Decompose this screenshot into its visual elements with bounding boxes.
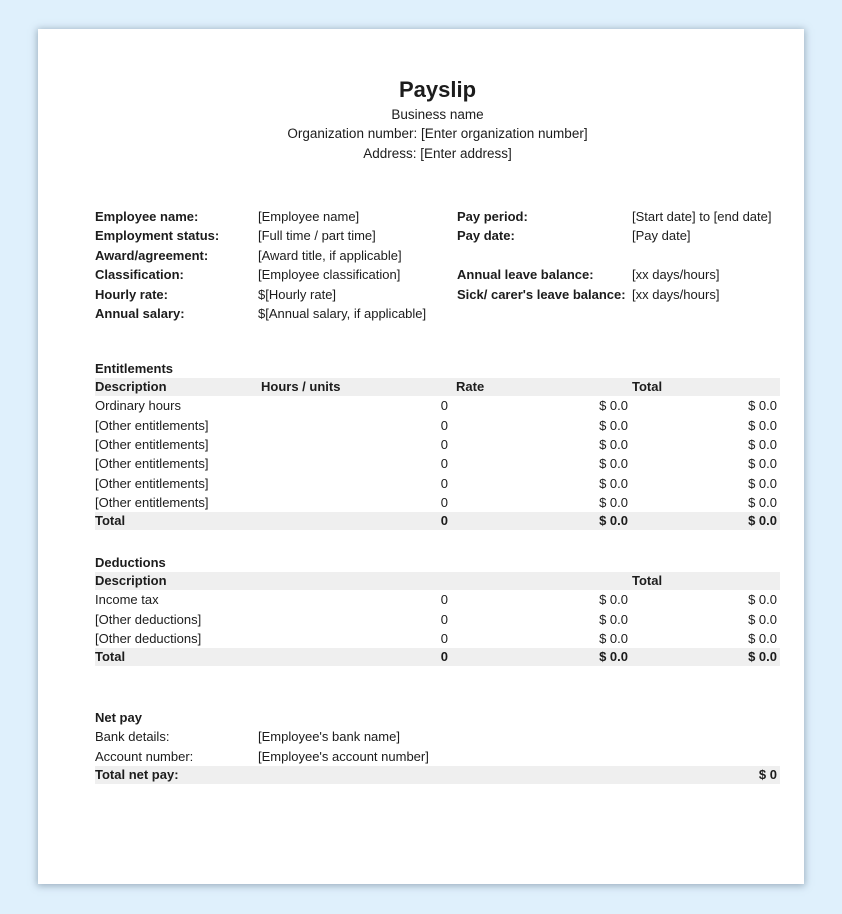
cell-total[interactable]: $ 0.0 [748, 592, 777, 608]
cell-hours[interactable]: 0 [440, 592, 448, 608]
details-row [95, 265, 780, 284]
cell-rate[interactable]: $ 0.0 [599, 436, 628, 452]
sick-carers-leave-balance-label: Sick/ carer's leave balance: [457, 286, 626, 302]
total-total: $ 0.0 [748, 649, 777, 665]
annual-salary-label: Annual salary: [95, 305, 185, 321]
account-number-label: Account number: [95, 748, 194, 764]
table-header-row [95, 378, 780, 396]
cell-description[interactable]: [Other entitlements] [95, 417, 209, 433]
total-rate: $ 0.0 [599, 513, 628, 529]
cell-total[interactable]: $ 0.0 [748, 494, 777, 510]
employment-status-label: Employment status: [95, 228, 220, 244]
details-row [95, 207, 780, 226]
net-pay-title: Net pay [95, 710, 142, 725]
header-description: Description [95, 573, 167, 589]
header-total: Total [632, 379, 663, 395]
cell-description[interactable]: [Other deductions] [95, 630, 202, 646]
total-label: Total [95, 649, 126, 665]
classification-label: Classification: [95, 267, 184, 283]
cell-total[interactable]: $ 0.0 [748, 417, 777, 433]
organization-number-line[interactable]: Organization number: [Enter organization number] [287, 126, 588, 142]
annual-leave-balance-label: Annual leave balance: [457, 267, 594, 283]
award-agreement-field[interactable]: [Award title, if applicable] [258, 247, 402, 263]
document-content [95, 29, 780, 884]
details-row [95, 285, 780, 304]
account-number-row [95, 747, 780, 766]
pay-period-field[interactable]: [Start date] to [end date] [632, 209, 772, 224]
pay-date-label: Pay date: [457, 228, 515, 244]
hourly-rate-field[interactable]: $[Hourly rate] [258, 286, 337, 302]
table-row [95, 396, 780, 415]
cell-rate[interactable]: $ 0.0 [599, 475, 628, 491]
employee-name-field[interactable]: [Employee name] [258, 209, 360, 224]
net-pay-section [95, 708, 780, 784]
total-label: Total [95, 513, 126, 529]
cell-hours[interactable]: 0 [440, 456, 448, 472]
bank-details-field[interactable]: [Employee's bank name] [258, 729, 400, 745]
hourly-rate-label: Hourly rate: [95, 286, 168, 302]
table-row [95, 474, 780, 493]
account-number-field[interactable]: [Employee's account number] [258, 748, 429, 764]
employment-status-field[interactable]: [Full time / part time] [258, 228, 376, 244]
cell-hours[interactable]: 0 [440, 494, 448, 510]
header-description: Description [95, 379, 167, 395]
cell-total[interactable]: $ 0.0 [748, 475, 777, 491]
cell-rate[interactable]: $ 0.0 [599, 417, 628, 433]
document-header [95, 74, 780, 163]
table-row [95, 610, 780, 629]
cell-total[interactable]: $ 0.0 [748, 611, 777, 627]
total-total: $ 0.0 [748, 513, 777, 529]
cell-description[interactable]: Ordinary hours [95, 398, 181, 414]
table-row [95, 416, 780, 435]
total-net-pay-value: $ 0 [758, 766, 777, 782]
cell-rate[interactable]: $ 0.0 [599, 494, 628, 510]
total-rate: $ 0.0 [599, 649, 628, 665]
header-hours-units: Hours / units [261, 379, 341, 395]
cell-hours[interactable]: 0 [440, 417, 448, 433]
total-net-pay-label: Total net pay: [95, 766, 179, 782]
header-rate: Rate [456, 379, 485, 395]
employee-details [95, 207, 780, 323]
bank-details-label: Bank details: [95, 729, 170, 745]
cell-description[interactable]: Income tax [95, 592, 159, 608]
payslip-document [38, 29, 804, 884]
sick-carers-leave-balance-field[interactable]: [xx days/hours] [632, 286, 720, 302]
classification-field[interactable]: [Employee classification] [258, 267, 401, 283]
pay-period-label: Pay period: [457, 209, 528, 224]
deductions-section [95, 553, 780, 666]
cell-total[interactable]: $ 0.0 [748, 436, 777, 452]
total-hours: 0 [440, 649, 448, 665]
table-total-row [95, 512, 780, 530]
cell-hours[interactable]: 0 [440, 475, 448, 491]
address-line[interactable]: Address: [Enter address] [363, 145, 512, 161]
details-row [95, 226, 780, 245]
table-row [95, 454, 780, 473]
total-hours: 0 [440, 513, 448, 529]
cell-total[interactable]: $ 0.0 [748, 630, 777, 646]
cell-rate[interactable]: $ 0.0 [599, 456, 628, 472]
table-header-row [95, 572, 780, 590]
cell-hours[interactable]: 0 [440, 630, 448, 646]
annual-salary-field[interactable]: $[Annual salary, if applicable] [258, 305, 427, 321]
business-name[interactable]: Business name [391, 107, 484, 122]
header-total: Total [632, 573, 663, 589]
cell-rate[interactable]: $ 0.0 [599, 630, 628, 646]
annual-leave-balance-field[interactable]: [xx days/hours] [632, 267, 720, 283]
deductions-title: Deductions [95, 555, 166, 570]
cell-description[interactable]: [Other deductions] [95, 611, 202, 627]
header-spacer [258, 572, 452, 590]
details-row [95, 246, 780, 265]
bank-details-row [95, 727, 780, 746]
table-row [95, 493, 780, 512]
table-row [95, 435, 780, 454]
cell-hours[interactable]: 0 [440, 398, 448, 414]
table-row [95, 590, 780, 609]
cell-hours[interactable]: 0 [440, 611, 448, 627]
cell-description[interactable]: [Other entitlements] [95, 456, 209, 472]
cell-description[interactable]: [Other entitlements] [95, 494, 209, 510]
cell-hours[interactable]: 0 [440, 436, 448, 452]
cell-rate[interactable]: $ 0.0 [599, 611, 628, 627]
cell-rate[interactable]: $ 0.0 [599, 398, 628, 414]
award-agreement-label: Award/agreement: [95, 247, 209, 263]
cell-description[interactable]: [Other entitlements] [95, 475, 209, 491]
details-row [95, 304, 780, 323]
cell-rate[interactable]: $ 0.0 [599, 592, 628, 608]
table-total-row [95, 648, 780, 666]
total-net-pay-row [95, 766, 780, 784]
page-title: Payslip [398, 77, 477, 102]
pay-date-field[interactable]: [Pay date] [632, 228, 691, 244]
table-row [95, 629, 780, 648]
header-spacer [452, 572, 630, 590]
entitlements-section [95, 359, 780, 530]
employee-name-label: Employee name: [95, 209, 199, 224]
cell-description[interactable]: [Other entitlements] [95, 436, 209, 452]
cell-total[interactable]: $ 0.0 [748, 398, 777, 414]
entitlements-title: Entitlements [95, 361, 174, 376]
cell-total[interactable]: $ 0.0 [748, 456, 777, 472]
